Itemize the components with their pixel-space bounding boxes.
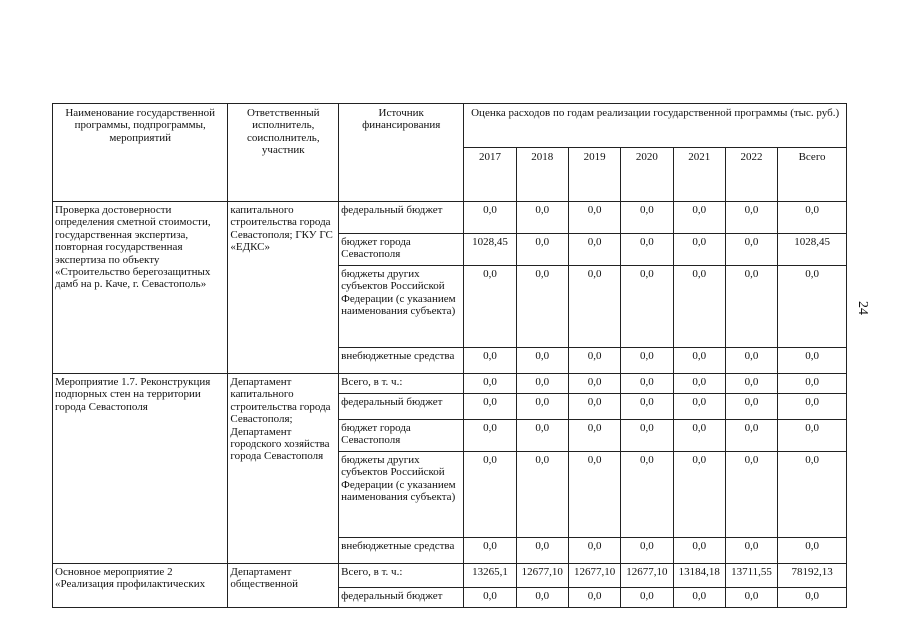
year-value-cell: 12677,10 bbox=[568, 564, 620, 588]
year-value-cell: 13711,55 bbox=[725, 564, 777, 588]
year-value-cell: 0,0 bbox=[621, 234, 673, 266]
total-header: Всего bbox=[778, 148, 847, 202]
year-header: 2017 bbox=[464, 148, 516, 202]
year-value-cell: 0,0 bbox=[673, 452, 725, 538]
table-row bbox=[53, 374, 847, 394]
total-value-cell: 78192,13 bbox=[778, 564, 847, 588]
year-value-cell: 0,0 bbox=[673, 394, 725, 420]
total-value-cell: 0,0 bbox=[778, 266, 847, 348]
year-value-cell: 0,0 bbox=[464, 588, 516, 608]
year-value-cell: 0,0 bbox=[673, 588, 725, 608]
header-name: Наименование государственной программы, подпрограммы, мероприятий bbox=[53, 104, 228, 202]
year-value-cell: 0,0 bbox=[621, 394, 673, 420]
year-value-cell: 0,0 bbox=[725, 266, 777, 348]
year-value-cell: 0,0 bbox=[621, 266, 673, 348]
year-value-cell: 0,0 bbox=[621, 348, 673, 374]
year-value-cell: 0,0 bbox=[621, 202, 673, 234]
year-header: 2020 bbox=[621, 148, 673, 202]
year-value-cell: 0,0 bbox=[725, 202, 777, 234]
total-value-cell: 0,0 bbox=[778, 420, 847, 452]
funding-source-cell: бюджет города Севастополя bbox=[339, 420, 464, 452]
year-value-cell: 0,0 bbox=[621, 420, 673, 452]
year-value-cell: 0,0 bbox=[568, 374, 620, 394]
year-value-cell: 1028,45 bbox=[464, 234, 516, 266]
total-value-cell: 0,0 bbox=[778, 348, 847, 374]
year-value-cell: 0,0 bbox=[725, 452, 777, 538]
total-value-cell: 0,0 bbox=[778, 394, 847, 420]
table-row bbox=[53, 564, 847, 588]
year-value-cell: 0,0 bbox=[568, 452, 620, 538]
year-value-cell: 0,0 bbox=[516, 420, 568, 452]
funding-source-cell: бюджет города Севастополя bbox=[339, 234, 464, 266]
year-value-cell: 0,0 bbox=[516, 202, 568, 234]
year-value-cell: 0,0 bbox=[516, 348, 568, 374]
year-value-cell: 0,0 bbox=[516, 452, 568, 538]
program-name-cell: Основное мероприятие 2 «Реализация профилактических bbox=[53, 564, 228, 608]
header-responsible: Ответственный исполнитель, соисполнитель, участник bbox=[228, 104, 339, 202]
year-value-cell: 0,0 bbox=[568, 420, 620, 452]
year-value-cell: 0,0 bbox=[725, 374, 777, 394]
total-value-cell: 0,0 bbox=[778, 202, 847, 234]
year-value-cell: 0,0 bbox=[673, 266, 725, 348]
year-value-cell: 0,0 bbox=[568, 266, 620, 348]
year-value-cell: 0,0 bbox=[725, 234, 777, 266]
header-source: Источник финансирования bbox=[339, 104, 464, 202]
funding-source-cell: федеральный бюджет bbox=[339, 202, 464, 234]
program-name-cell: Проверка достоверности определения сметной стоимости, государственная экспертиза, повторная государственная экспертиза по объекту «Строительство берегозащитных дамб на р. Каче, г. Севастополь» bbox=[53, 202, 228, 374]
responsible-cell: Департамент капитального строительства города Севастополя; Департамент городского хозяйства города Севастополя bbox=[228, 374, 339, 564]
year-value-cell: 12677,10 bbox=[621, 564, 673, 588]
header-estimate: Оценка расходов по годам реализации государственной программы (тыс. руб.) bbox=[464, 104, 847, 148]
year-value-cell: 0,0 bbox=[464, 420, 516, 452]
funding-source-cell: федеральный бюджет bbox=[339, 394, 464, 420]
year-value-cell: 0,0 bbox=[621, 588, 673, 608]
year-value-cell: 12677,10 bbox=[516, 564, 568, 588]
year-value-cell: 0,0 bbox=[621, 538, 673, 564]
year-value-cell: 0,0 bbox=[464, 452, 516, 538]
year-value-cell: 0,0 bbox=[673, 234, 725, 266]
budget-table bbox=[52, 103, 847, 608]
year-value-cell: 13265,1 bbox=[464, 564, 516, 588]
year-value-cell: 0,0 bbox=[516, 374, 568, 394]
year-value-cell: 0,0 bbox=[725, 588, 777, 608]
total-value-cell: 0,0 bbox=[778, 538, 847, 564]
funding-source-cell: бюджеты других субъектов Российской Федерации (с указанием наименования субъекта) bbox=[339, 266, 464, 348]
responsible-cell: Департамент общественной bbox=[228, 564, 339, 608]
table-body bbox=[53, 202, 847, 608]
year-value-cell: 0,0 bbox=[516, 234, 568, 266]
total-value-cell: 0,0 bbox=[778, 588, 847, 608]
year-value-cell: 0,0 bbox=[464, 348, 516, 374]
year-value-cell: 0,0 bbox=[725, 394, 777, 420]
year-value-cell: 0,0 bbox=[516, 266, 568, 348]
year-value-cell: 0,0 bbox=[568, 202, 620, 234]
year-value-cell: 0,0 bbox=[568, 538, 620, 564]
year-value-cell: 0,0 bbox=[673, 348, 725, 374]
year-value-cell: 0,0 bbox=[673, 374, 725, 394]
year-value-cell: 13184,18 bbox=[673, 564, 725, 588]
year-value-cell: 0,0 bbox=[621, 374, 673, 394]
year-value-cell: 0,0 bbox=[568, 234, 620, 266]
year-value-cell: 0,0 bbox=[464, 374, 516, 394]
year-header: 2022 bbox=[725, 148, 777, 202]
table-row bbox=[53, 202, 847, 234]
year-value-cell: 0,0 bbox=[516, 538, 568, 564]
year-header: 2021 bbox=[673, 148, 725, 202]
funding-source-cell: внебюджетные средства bbox=[339, 348, 464, 374]
year-value-cell: 0,0 bbox=[568, 588, 620, 608]
total-value-cell: 1028,45 bbox=[778, 234, 847, 266]
year-value-cell: 0,0 bbox=[568, 348, 620, 374]
funding-source-cell: внебюджетные средства bbox=[339, 538, 464, 564]
year-value-cell: 0,0 bbox=[464, 394, 516, 420]
year-value-cell: 0,0 bbox=[464, 538, 516, 564]
year-value-cell: 0,0 bbox=[725, 538, 777, 564]
responsible-cell: капитального строительства города Севастополя; ГКУ ГС «ЕДКС» bbox=[228, 202, 339, 374]
year-value-cell: 0,0 bbox=[725, 420, 777, 452]
year-value-cell: 0,0 bbox=[516, 394, 568, 420]
year-value-cell: 0,0 bbox=[673, 202, 725, 234]
year-value-cell: 0,0 bbox=[673, 420, 725, 452]
funding-source-cell: Всего, в т. ч.: bbox=[339, 374, 464, 394]
year-value-cell: 0,0 bbox=[568, 394, 620, 420]
year-value-cell: 0,0 bbox=[464, 202, 516, 234]
program-name-cell: Мероприятие 1.7. Реконструкция подпорных стен на территории города Севастополя bbox=[53, 374, 228, 564]
year-header: 2019 bbox=[568, 148, 620, 202]
year-value-cell: 0,0 bbox=[516, 588, 568, 608]
funding-source-cell: федеральный бюджет bbox=[339, 588, 464, 608]
total-value-cell: 0,0 bbox=[778, 452, 847, 538]
year-header: 2018 bbox=[516, 148, 568, 202]
year-value-cell: 0,0 bbox=[673, 538, 725, 564]
year-value-cell: 0,0 bbox=[621, 452, 673, 538]
funding-source-cell: бюджеты других субъектов Российской Федерации (с указанием наименования субъекта) bbox=[339, 452, 464, 538]
funding-source-cell: Всего, в т. ч.: bbox=[339, 564, 464, 588]
page-number: 24 bbox=[855, 301, 870, 315]
year-value-cell: 0,0 bbox=[464, 266, 516, 348]
total-value-cell: 0,0 bbox=[778, 374, 847, 394]
year-value-cell: 0,0 bbox=[725, 348, 777, 374]
